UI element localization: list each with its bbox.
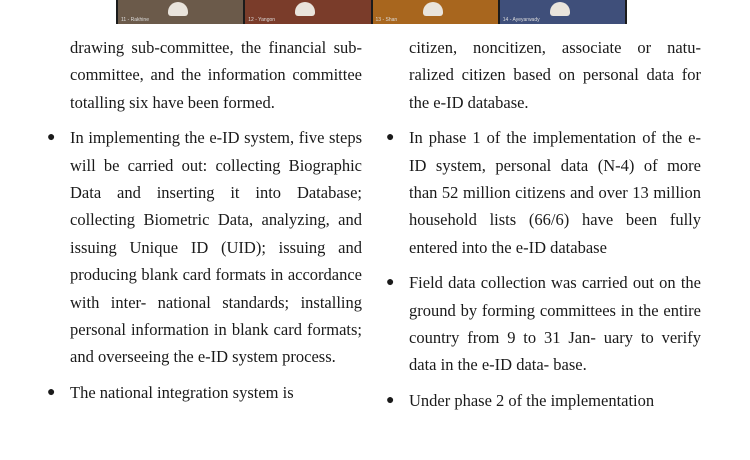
continued-paragraph: drawing sub-committee, the financial sub-committee, and the information committee totalling six have been formed. [70, 38, 362, 112]
bullet-text: Under phase 2 of the implementation [409, 390, 655, 410]
bullet-item [47, 124, 362, 371]
right-column [386, 34, 701, 422]
participant-figure [295, 2, 315, 16]
bullet-dot-icon: ● [47, 384, 56, 400]
left-column [47, 34, 362, 414]
participant-figure [423, 2, 443, 16]
tile-caption: 12 - Yangon [248, 17, 276, 23]
participant-figure [550, 2, 570, 16]
bullet-text: Field data collection was carried out on the ground by forming committees in the entire country from 9 to 31 Jan- uary to verify data in the e-ID data- base. [409, 273, 701, 375]
tile-caption: 13 - Shan [375, 17, 398, 23]
video-conference-photo [116, 0, 627, 24]
bullet-dot-icon: ● [386, 275, 395, 291]
tile-caption: 11 - Rakhine [121, 17, 149, 23]
bullet-dot-icon: ● [386, 392, 395, 408]
photo-tile [500, 0, 625, 24]
bullet-item [386, 124, 701, 261]
photo-tile [245, 0, 370, 24]
bullet-item [386, 387, 701, 414]
bullet-dot-icon: ● [47, 130, 56, 146]
photo-tile [118, 0, 243, 24]
tile-caption: 14 - Ayeyarwady [502, 17, 540, 23]
bullet-item [386, 269, 701, 379]
continued-paragraph: citizen, noncitizen, associate or natu- ralized citizen based on personal data for the e-ID database. [409, 38, 701, 112]
bullet-text: In phase 1 of the implementation of the e-ID system, personal data (N-4) of more than 52 million citizens and over 13 million household lists (66/6) have been fully entered into the e-ID database [409, 128, 701, 257]
photo-tile [373, 0, 498, 24]
participant-figure [168, 2, 188, 16]
bullet-text: The national integration system is [70, 382, 294, 402]
bullet-text: In implementing the e-ID system, five steps will be carried out: collecting Biographic Data and inserting it into Database; collecting Biometric Data, analyzing, and issuing Unique ID (UID); issuing and producing blank card formats in accordance with inter- national standards; installing personal information in blank card formats; and overseeing the e-ID system process. [70, 128, 362, 367]
bullet-item [47, 379, 362, 406]
bullet-dot-icon: ● [386, 130, 395, 146]
